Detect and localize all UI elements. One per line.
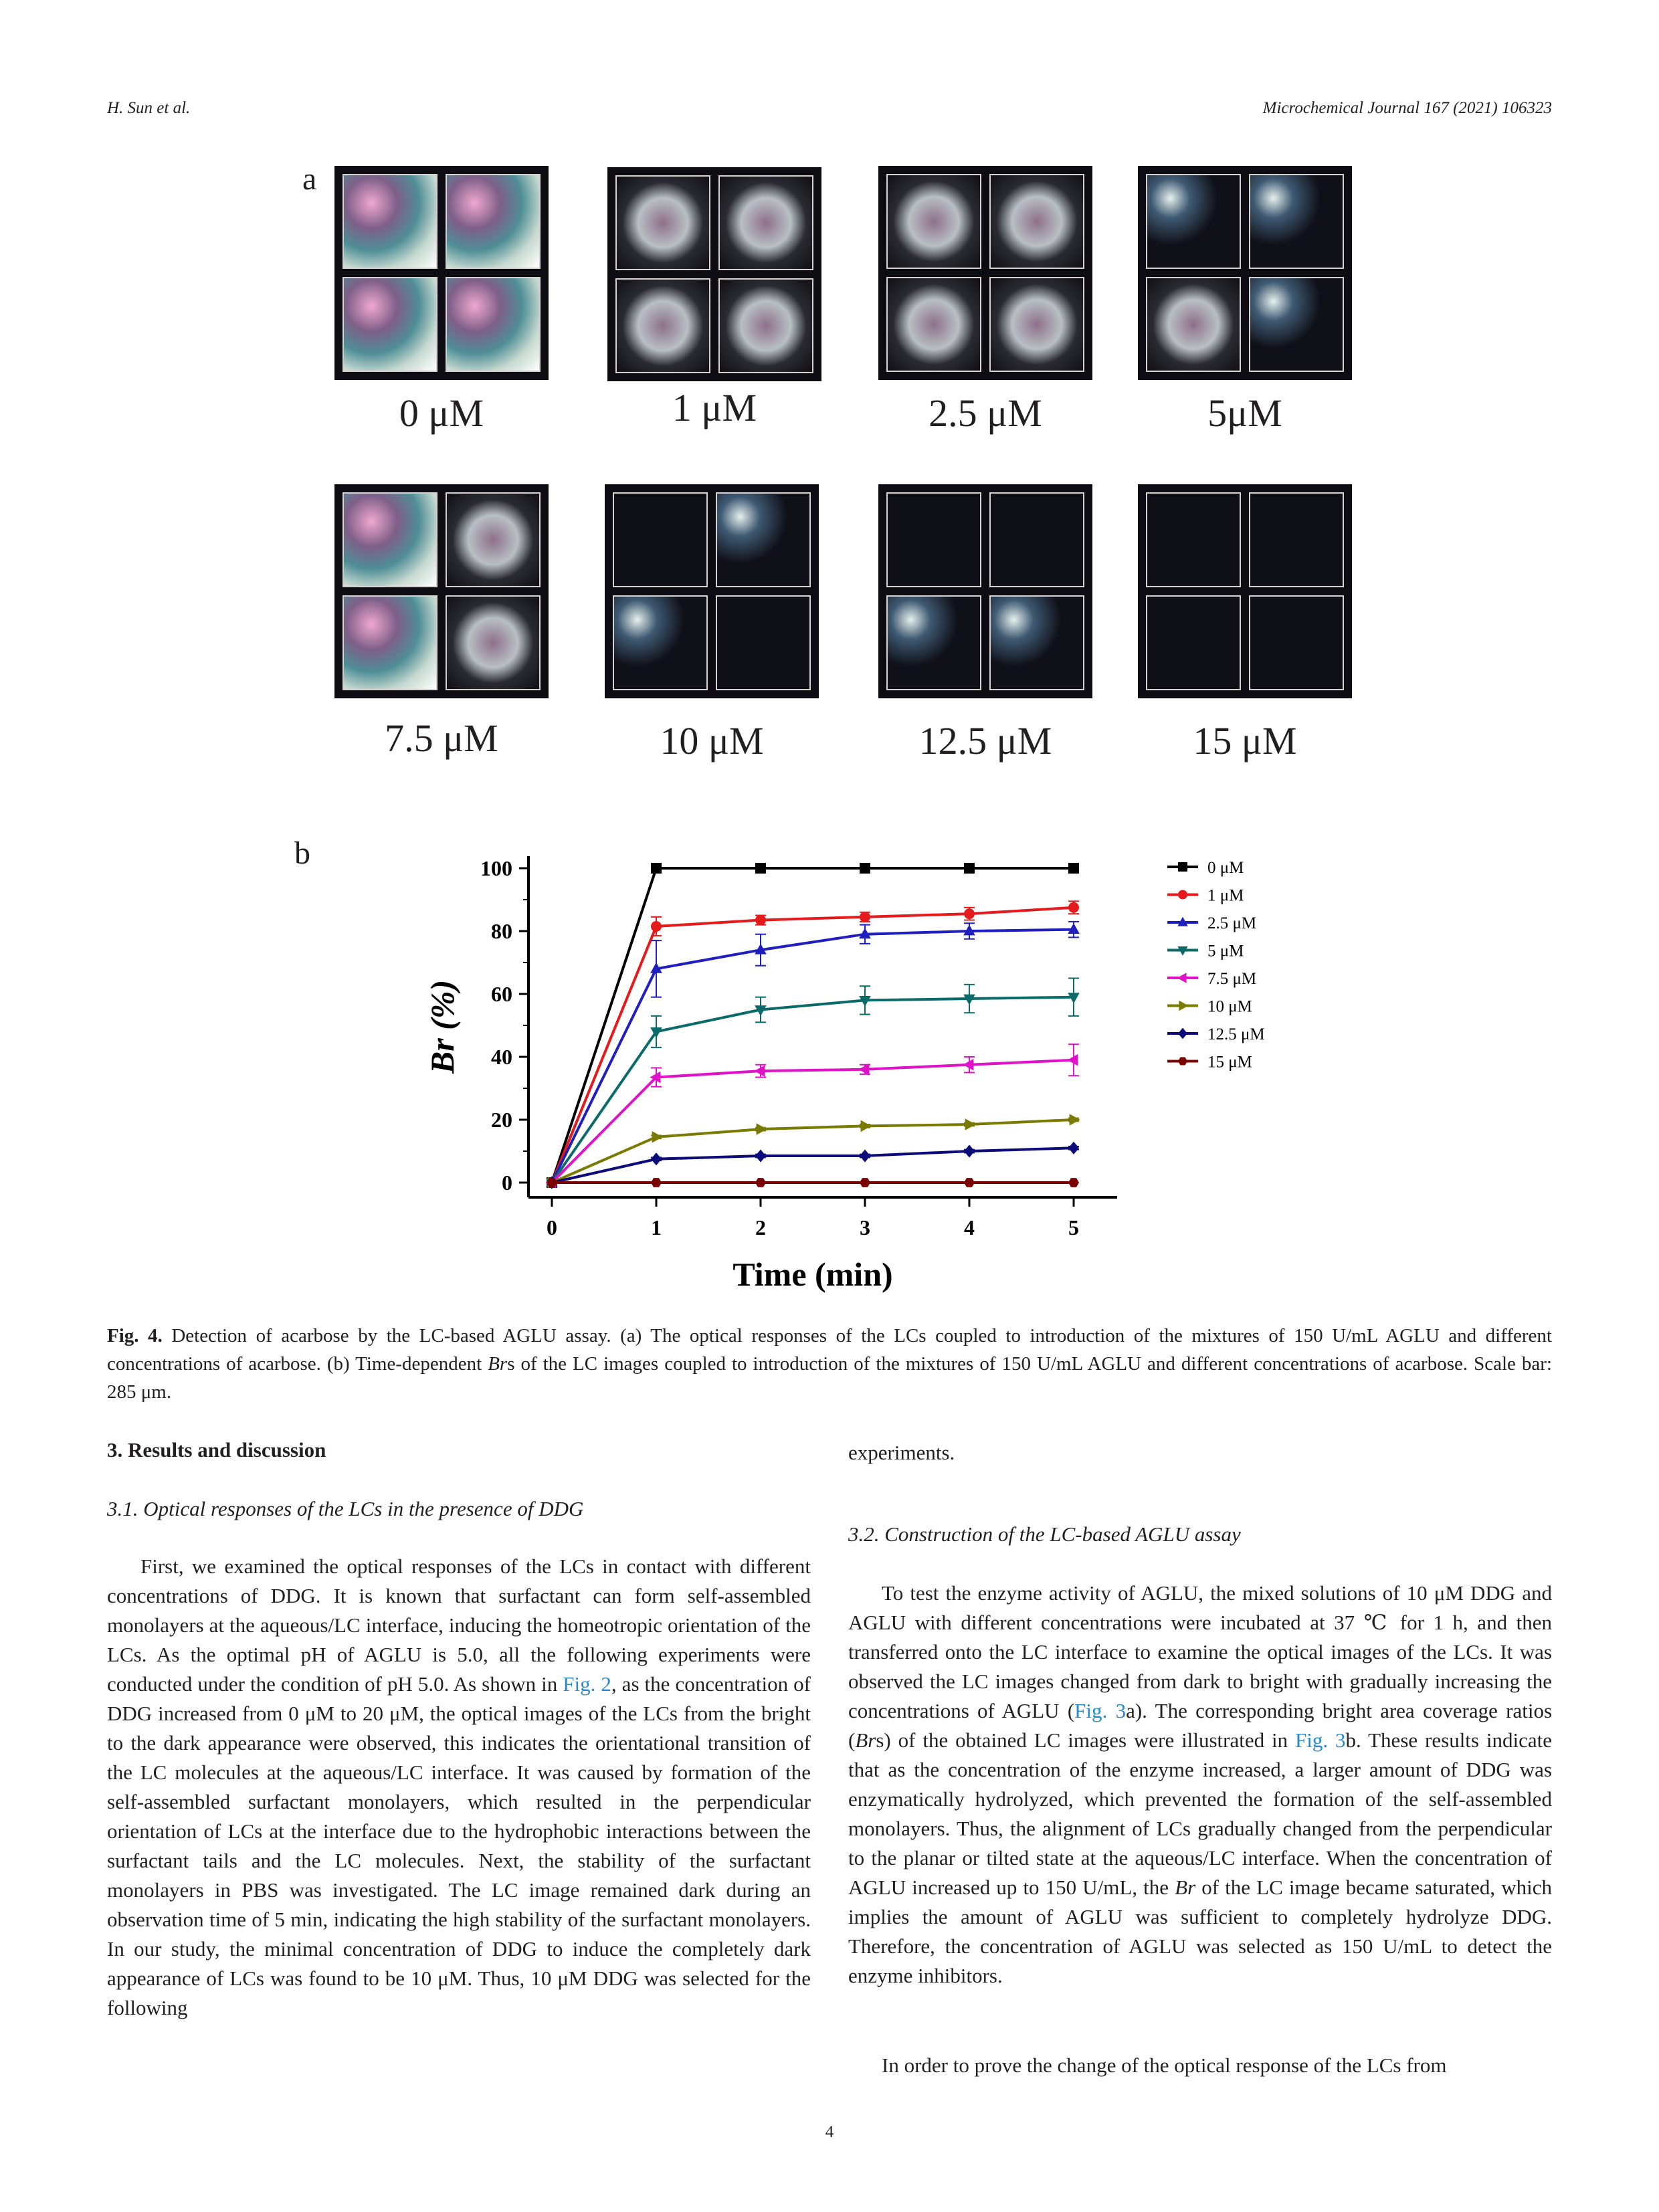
caption-text: s of the LC images coupled to introduction of the mixtures of 150 U/mL AGLU and different concentrations of acarbose. Scale bar: 285 μm.: [107, 1353, 1552, 1403]
figure-link[interactable]: Fig. 3: [1074, 1699, 1127, 1722]
data-point: [1068, 902, 1079, 913]
data-point: [755, 1178, 766, 1187]
tile-label: 10 μM: [660, 719, 764, 763]
lc-image-tile: [1138, 166, 1352, 380]
br-italic: Br: [1175, 1876, 1196, 1899]
x-axis-label: Time (min): [733, 1255, 893, 1293]
paragraph-text: First, we examined the optical responses of the LCs in contact with different concentrations of DDG. It is known that surfactant can form self-assembled monolayers at the aqueous/LC interface, inducing the homeotropic orientation of the LCs. As the optimal pH of AGLU is 5.0, all the following experiments were conducted under the condition of pH 5.0. As shown in: [107, 1554, 811, 1696]
lc-image-tile: [605, 484, 819, 698]
x-tick-label: 1: [651, 1215, 662, 1239]
panel-a-letter: a: [302, 161, 317, 197]
paragraph-text: s) of the obtained LC images were illustrated in: [876, 1728, 1296, 1752]
data-point: [1070, 1114, 1080, 1126]
legend-label: 1 μM: [1207, 886, 1244, 905]
data-point: [860, 912, 870, 922]
caption-br: Br: [488, 1353, 508, 1375]
tile-label: 1 μM: [672, 386, 757, 429]
y-tick-label: 0: [502, 1171, 512, 1195]
series-line: [552, 868, 1074, 1183]
tile-label: 5μM: [1207, 391, 1282, 435]
subsection-heading: 3.2. Construction of the LC-based AGLU assay: [848, 1522, 1241, 1546]
data-point: [755, 863, 766, 874]
data-point: [965, 1118, 976, 1130]
lc-image-tile: [878, 484, 1092, 698]
legend-label: 12.5 μM: [1207, 1025, 1265, 1043]
x-tick-label: 4: [964, 1215, 975, 1239]
legend-label: 10 μM: [1207, 997, 1252, 1016]
data-point: [755, 1149, 766, 1162]
paragraph: [107, 1552, 811, 2023]
data-point: [1178, 1028, 1187, 1039]
paragraph-text: a). The corresponding bright area coverage ratios (: [848, 1699, 1553, 1752]
section-heading: 3. Results and discussion: [107, 1438, 326, 1462]
data-point: [963, 1059, 973, 1071]
data-point: [1178, 890, 1187, 900]
paragraph: experiments.: [848, 1441, 955, 1464]
x-tick-label: 3: [860, 1215, 870, 1239]
lc-image-tile: [334, 484, 549, 698]
data-point: [1178, 1057, 1187, 1065]
lc-image-tile: [878, 166, 1092, 380]
running-header-authors: H. Sun et al.: [107, 99, 191, 117]
data-point: [1178, 862, 1187, 872]
data-point: [964, 908, 975, 919]
paragraph: [848, 1579, 1552, 1991]
data-point: [1177, 973, 1187, 983]
panel-b-letter: b: [294, 835, 310, 871]
br-italic: Br: [855, 1728, 876, 1752]
data-point: [754, 1065, 765, 1077]
data-point: [860, 1178, 870, 1187]
lc-image-tile: [334, 166, 549, 380]
data-point: [964, 1144, 975, 1157]
y-tick-label: 100: [480, 856, 512, 880]
paragraph-text: , as the concentration of DDG increased from 0 μM to 20 μM, the optical images of the LCs from the bright to the dark appearance were observed, this indicates the orientational transition of the LC molecules at the aqueous/LC interface. It was caused by formation of the self-assembled surfactant monolayers, which resulted in the perpendicular orientation of LCs at the interface due to the hydrophobic interactions between the surfactant tails and the LC molecules. Next, the stability of the surfactant monolayers in PBS was investigated. The LC image remained dark during an observation time of 5 min, indicating the high stability of the surfactant monolayers. In our study, the minimal concentration of DDG to induce the completely dark appearance of LCs was found to be 10 μM. Thus, 10 μM DDG was selected for the following: [107, 1672, 811, 2019]
br-time-chart: [423, 829, 1298, 1298]
legend-label: 0 μM: [1207, 859, 1244, 877]
x-tick-label: 5: [1068, 1215, 1079, 1239]
y-tick-label: 20: [491, 1108, 512, 1132]
legend-label: 2.5 μM: [1207, 914, 1257, 932]
page-number: 4: [825, 2123, 834, 2141]
x-tick-label: 2: [755, 1215, 766, 1239]
running-header-journal: Microchemical Journal 167 (2021) 106323: [1262, 99, 1552, 117]
legend-label: 15 μM: [1207, 1053, 1252, 1072]
y-tick-label: 60: [491, 982, 512, 1006]
caption-label: Fig. 4.: [107, 1325, 163, 1346]
x-tick-label: 0: [547, 1215, 557, 1239]
paragraph: In order to prove the change of the optical response of the LCs from: [882, 2053, 1447, 2077]
data-point: [861, 1120, 872, 1132]
data-point: [1067, 1054, 1078, 1066]
tile-label: 0 μM: [399, 391, 484, 435]
data-point: [651, 1152, 662, 1165]
data-point: [964, 863, 975, 874]
data-point: [755, 915, 766, 926]
y-tick-label: 80: [491, 919, 512, 943]
lc-image-tile: [607, 167, 821, 381]
data-point: [651, 1178, 662, 1187]
paragraph-text: b. These results indicate that as the concentration of the enzyme increased, a larger amount of DDG was enzymatically hydrolyzed, which prevented the formation of the self-assembled monolayers. Thus, the alignment of LCs gradually changed from the perpendicular to the planar or tilted state at the aqueous/LC interface. When the concentration of AGLU increased up to 150 U/mL, the: [848, 1728, 1553, 1899]
lc-image-tile: [1138, 484, 1352, 698]
series-line: [552, 1148, 1074, 1183]
data-point: [1068, 1142, 1079, 1154]
data-point: [1068, 1178, 1079, 1187]
data-point: [964, 1178, 975, 1187]
tile-label: 15 μM: [1193, 719, 1297, 763]
y-axis-label: Br (%): [423, 979, 461, 1074]
data-point: [651, 863, 662, 874]
legend-label: 7.5 μM: [1207, 970, 1257, 988]
caption-text: Detection of acarbose by the LC-based AGLU assay. (a) The optical responses of the LCs coupled to introduction of the mixtures of 150 U/mL AGLU and different concentrations of acarbose. (b) Time-dependent: [107, 1325, 1552, 1375]
data-point: [860, 863, 870, 874]
subsection-heading: 3.1. Optical responses of the LCs in the presence of DDG: [107, 1497, 584, 1520]
figure-link[interactable]: Fig. 3: [1295, 1728, 1346, 1752]
tile-label: 2.5 μM: [929, 391, 1042, 435]
br-time-chart-svg: [423, 829, 1298, 1298]
legend-label: 5 μM: [1207, 942, 1244, 961]
data-point: [757, 1123, 767, 1135]
paragraph-text: To test the enzyme activity of AGLU, the mixed solutions of 10 μM DDG and AGLU with different concentrations were incubated at 37 ℃ for 1 h, and then transferred onto the LC interface to examine the optical images of the LCs. It was observed the LC images changed from dark to bright with gradually increasing the concentrations of AGLU (: [848, 1581, 1552, 1722]
tile-label: 12.5 μM: [918, 719, 1052, 763]
data-point: [1068, 863, 1079, 874]
data-point: [1179, 1001, 1188, 1011]
y-tick-label: 40: [491, 1045, 512, 1069]
data-point: [860, 1149, 870, 1162]
data-point: [651, 921, 662, 932]
paragraph-text: of the LC image became saturated, which implies the amount of AGLU was sufficient to completely hydrolyze DDG. Therefore, the concentration of AGLU was selected as 150 U/mL to detect the enzyme inhibitors.: [848, 1876, 1552, 1987]
figure-caption: [107, 1322, 1552, 1406]
data-point: [652, 1131, 663, 1143]
tile-label: 7.5 μM: [385, 716, 498, 760]
figure-link[interactable]: Fig. 2: [563, 1672, 611, 1696]
series-line: [552, 930, 1074, 1183]
